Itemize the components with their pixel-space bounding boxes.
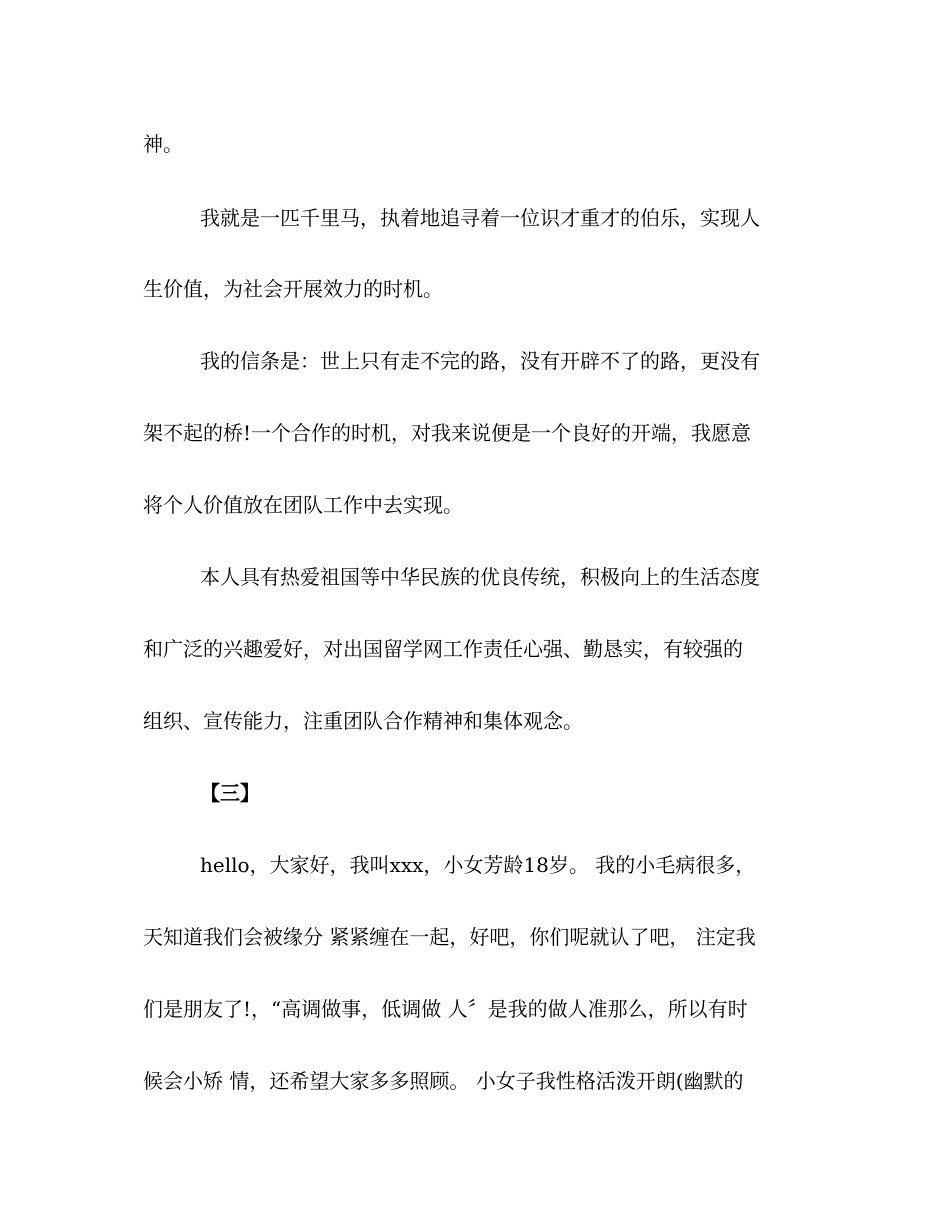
text-line: 和广泛的兴趣爱好，对出国留学网工作责任心强、勤恳实，有较强的 bbox=[143, 637, 743, 661]
text-line: 候会小矫 情，还希望大家多多照顾。 小女子我性格活泼开朗(幽默的 bbox=[143, 1069, 744, 1093]
text-line: 神。 bbox=[143, 132, 183, 156]
paragraph-start: 我的信条是：世上只有走不完的路，没有开辟不了的路，更没有 bbox=[200, 349, 760, 373]
section-heading: 【三】 bbox=[200, 781, 260, 805]
text-line: 天知道我们会被缘分 紧紧缠在一起，好吧，你们呢就认了吧， 注定我 bbox=[143, 925, 756, 949]
paragraph-start: hello，大家好，我叫xxx，小女芳龄18岁。 我的小毛病很多， bbox=[200, 853, 756, 877]
paragraph-start: 本人具有热爱祖国等中华民族的优良传统，积极向上的生活态度 bbox=[200, 565, 760, 589]
paragraph-start: 我就是一匹千里马，执着地追寻着一位识才重才的伯乐，实现人 bbox=[200, 206, 760, 230]
text-line: 将个人价值放在团队工作中去实现。 bbox=[143, 493, 463, 517]
text-line: 们是朋友了!，“高调做事，低调做 人〞是我的做人准那么，所以有时 bbox=[143, 997, 748, 1021]
text-line: 生价值，为社会开展效力的时机。 bbox=[143, 277, 443, 301]
text-line: 组织、宣传能力，注重团队合作精神和集体观念。 bbox=[143, 709, 583, 733]
text-line: 架不起的桥!一个合作的时机，对我来说便是一个良好的开端，我愿意 bbox=[143, 421, 752, 445]
